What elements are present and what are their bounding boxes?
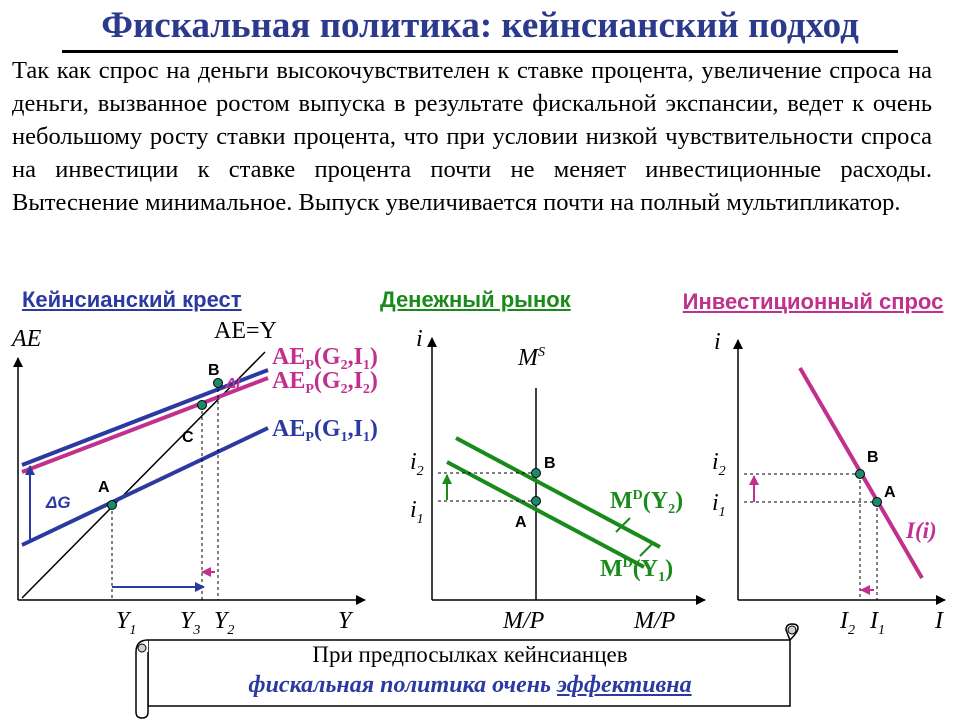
invest-point-a <box>873 498 882 507</box>
cross-x-axis-label: Y <box>338 608 352 634</box>
y1-label: $Y_1$ <box>116 608 137 638</box>
invest-i1-label: $i_1$ <box>712 490 726 520</box>
invest-i2-label: $i_2$ <box>712 449 726 479</box>
I1-label: $I_1$ <box>870 608 885 638</box>
y2-label: $Y_2$ <box>214 608 235 638</box>
banner-line-1: При предпосылках кейнсианцев <box>312 642 628 667</box>
cross-point-a-label: A <box>98 479 110 496</box>
cross-point-a <box>108 501 117 510</box>
ae-g2-i2-line <box>22 378 268 472</box>
invest-y-axis-label: i <box>714 329 721 355</box>
cross-y-axis-label: AE <box>12 326 42 352</box>
banner-line-2 <box>150 670 790 700</box>
money-i1-label: $i_1$ <box>410 497 424 527</box>
section-title-money-market: Денежный рынок <box>380 287 571 312</box>
md-y1-label: $M^D(Y_1)$ <box>600 556 674 585</box>
md-y2-label: $M^D(Y_2)$ <box>610 488 684 517</box>
money-supply-label: $M^S$ <box>518 345 545 371</box>
md-tick-lower <box>640 542 654 556</box>
md-y1-line <box>447 462 644 567</box>
ae-g2-i1-label: $AE_P(G_2,I_1)$ <box>272 344 378 373</box>
investment-curve-label: I(i) <box>906 518 937 543</box>
cross-point-c <box>198 401 207 410</box>
ae-g2-i2-label: $AE_P(G_2,I_2)$ <box>272 368 378 397</box>
explanation-paragraph: Так как спрос на деньги высокочувствителен к ставке процента, увеличение спроса на деньги, вызванное ростом выпуска в результате фискальной экспансии, ведет к очень небольшому росту ставки процента, что при условии низкой чувствительности спроса на инвестиции к ставке процента почти не меняет инвестиционные расходы. Вытеснение минимальное. Выпуск увеличивается почти на полный мультипликатор. <box>12 57 932 216</box>
line-45-label: AE=Y <box>214 318 277 344</box>
invest-x-axis-label: I <box>935 608 943 634</box>
cross-point-b-label: B <box>208 362 220 379</box>
banner-line-2-prefix: фискальная политика очень <box>248 672 558 698</box>
money-point-a-label: A <box>515 514 527 531</box>
money-market-chart <box>410 326 705 634</box>
delta-g-label: ΔG <box>46 493 71 512</box>
I2-label: $I_2$ <box>840 608 855 638</box>
y3-label: $Y_3$ <box>180 608 201 638</box>
ae-g1-i1-line <box>22 428 268 545</box>
invest-point-a-label: A <box>884 484 896 501</box>
delta-i-label: ΔI <box>226 375 241 392</box>
money-point-a <box>532 497 541 506</box>
banner-line-2-emphasis: эффективна <box>557 672 692 698</box>
money-x-axis-label-right: M/P <box>634 608 676 634</box>
invest-point-b <box>856 470 865 479</box>
money-i2-label: $i_2$ <box>410 449 424 479</box>
money-x-axis-label-left: M/P <box>503 608 545 634</box>
keynesian-cross-chart <box>10 318 378 638</box>
banner-text <box>150 640 790 700</box>
ae-g1-i1-label: $AE_P(G_1,I_1)$ <box>272 416 378 445</box>
cross-point-c-label: C <box>182 429 194 446</box>
section-title-keynesian-cross: Кейнсианский крест <box>22 287 242 312</box>
section-title-investment-demand: Инвестиционный спрос <box>682 289 944 314</box>
money-point-b <box>532 469 541 478</box>
cross-point-b <box>214 379 223 388</box>
page-title: Фискальная политика: кейнсианский подход <box>101 5 859 46</box>
money-point-b-label: B <box>544 455 556 472</box>
invest-point-b-label: B <box>867 449 879 466</box>
investment-demand-chart <box>712 329 945 638</box>
money-y-axis-label: i <box>416 326 423 352</box>
